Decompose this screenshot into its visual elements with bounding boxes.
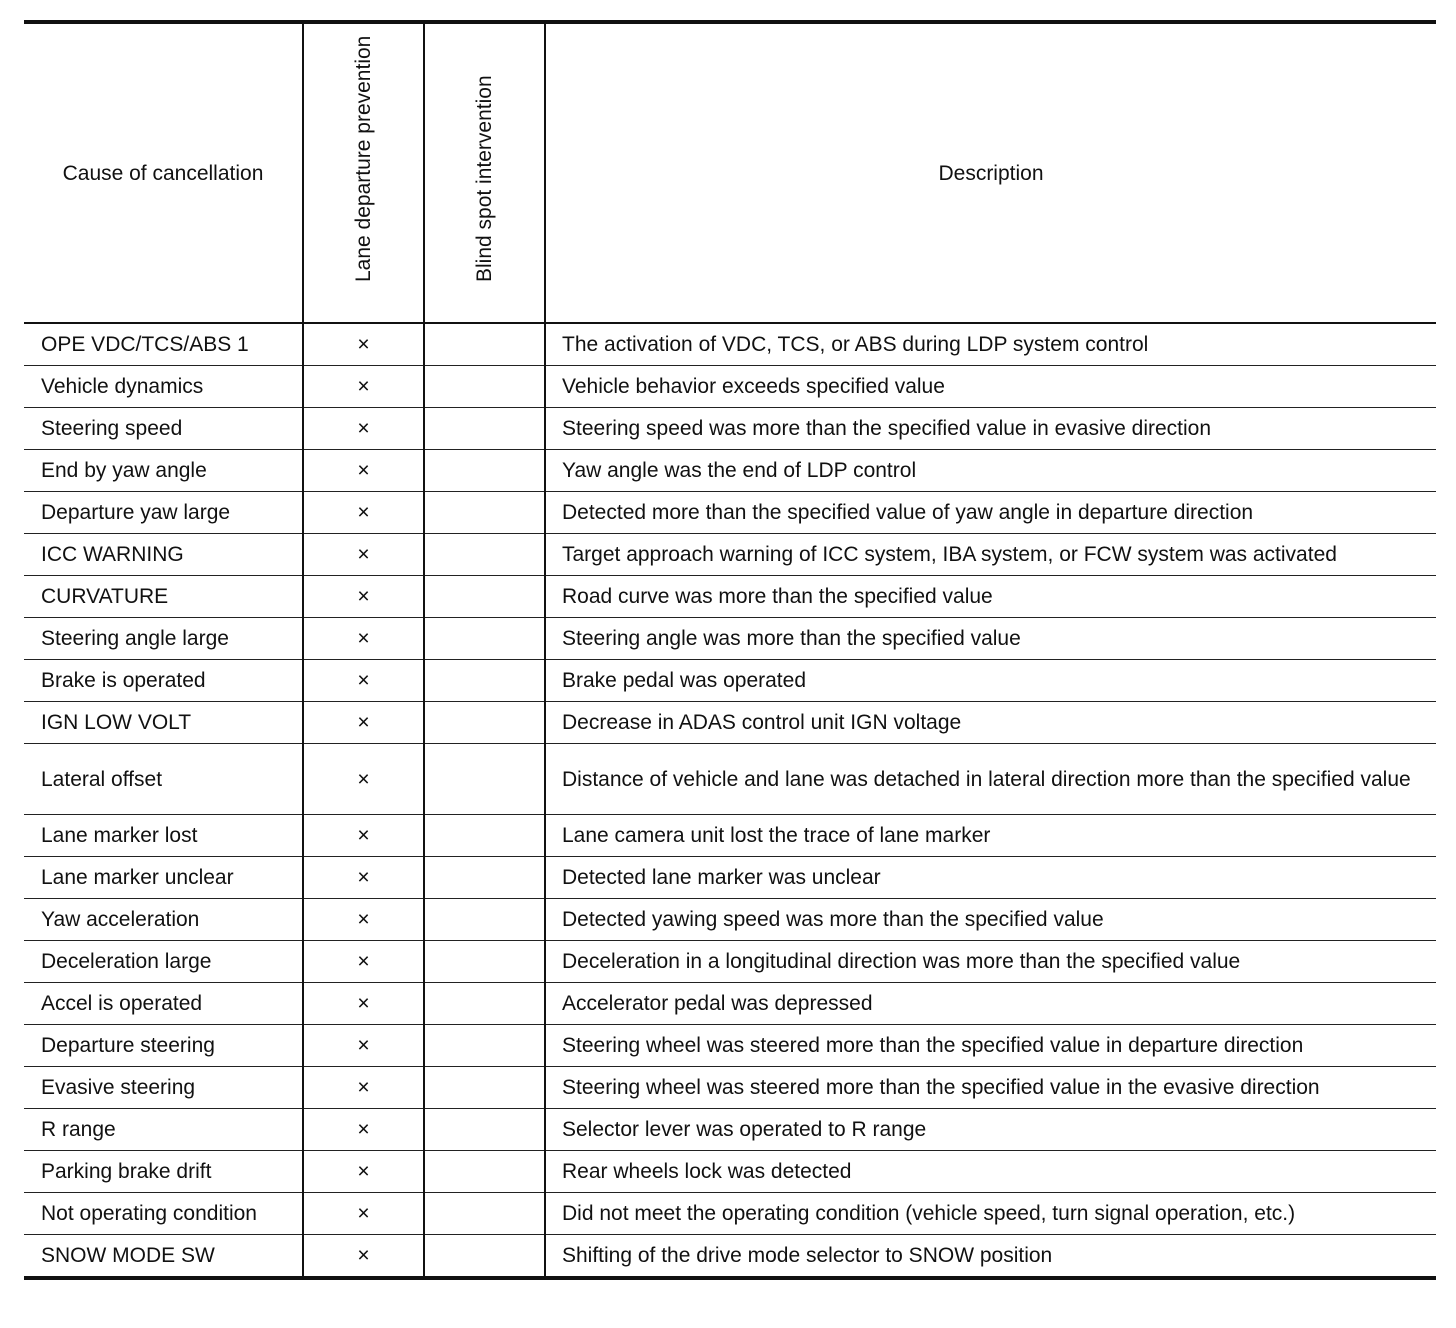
table-row — [24, 534, 1436, 576]
description-cell: Detected lane marker was unclear — [545, 857, 1436, 899]
bsi-cell — [424, 1109, 545, 1151]
bsi-cell — [424, 660, 545, 702]
description-cell: Detected more than the specified value of yaw angle in departure direction — [545, 492, 1436, 534]
cause-cell: Evasive steering — [24, 1067, 303, 1109]
description-cell: Selector lever was operated to R range — [545, 1109, 1436, 1151]
table-row — [24, 366, 1436, 408]
ldp-mark: × — [303, 576, 424, 618]
bsi-cell — [424, 534, 545, 576]
table-row — [24, 450, 1436, 492]
ldp-mark: × — [303, 1193, 424, 1235]
cause-cell: Departure yaw large — [24, 492, 303, 534]
cause-cell: IGN LOW VOLT — [24, 702, 303, 744]
description-cell: Shifting of the drive mode selector to SNOW position — [545, 1235, 1436, 1279]
description-cell: Decrease in ADAS control unit IGN voltage — [545, 702, 1436, 744]
header-ldp-label: Lane departure prevention — [351, 35, 375, 282]
cause-cell: Parking brake drift — [24, 1151, 303, 1193]
bsi-cell — [424, 1193, 545, 1235]
cause-cell: Departure steering — [24, 1025, 303, 1067]
table-row — [24, 492, 1436, 534]
ldp-mark: × — [303, 702, 424, 744]
ldp-mark: × — [303, 618, 424, 660]
ldp-mark: × — [303, 941, 424, 983]
ldp-mark: × — [303, 1151, 424, 1193]
ldp-mark: × — [303, 1235, 424, 1279]
cause-cell: ICC WARNING — [24, 534, 303, 576]
bsi-cell — [424, 1235, 545, 1279]
cause-cell: SNOW MODE SW — [41, 1244, 215, 1267]
ldp-mark: × — [303, 899, 424, 941]
table-row — [24, 857, 1436, 899]
cause-cell: OPE VDC/TCS/ABS 1 — [24, 323, 303, 366]
header-cause: Cause of cancellation — [24, 22, 303, 323]
cause-cell: Steering angle large — [24, 618, 303, 660]
description-cell: Road curve was more than the specified value — [545, 576, 1436, 618]
header-description: Description — [545, 22, 1436, 323]
table-row — [24, 983, 1436, 1025]
ldp-mark: × — [303, 857, 424, 899]
description-cell: Yaw angle was the end of LDP control — [545, 450, 1436, 492]
ldp-mark: × — [303, 744, 424, 815]
description-cell: The activation of VDC, TCS, or ABS during LDP system control — [545, 323, 1436, 366]
bsi-cell — [424, 366, 545, 408]
table-row — [24, 323, 1436, 366]
ldp-mark: × — [303, 450, 424, 492]
cause-cell: End by yaw angle — [24, 450, 303, 492]
bsi-cell — [424, 744, 545, 815]
description-cell: Distance of vehicle and lane was detached in lateral direction more than the specified value — [545, 744, 1436, 815]
bsi-cell — [424, 450, 545, 492]
ldp-mark: × — [303, 1109, 424, 1151]
description-cell: Did not meet the operating condition (vehicle speed, turn signal operation, etc.) — [545, 1193, 1436, 1235]
header-bsi — [424, 22, 545, 323]
table-row — [24, 1109, 1436, 1151]
table-body — [24, 323, 1436, 1278]
ldp-mark: × — [303, 983, 424, 1025]
ldp-mark: × — [303, 408, 424, 450]
bsi-cell — [424, 618, 545, 660]
cause-cell: Lane marker lost — [24, 815, 303, 857]
cause-cell: Brake is operated — [24, 660, 303, 702]
table-row — [24, 576, 1436, 618]
table-row — [24, 815, 1436, 857]
table-row — [24, 941, 1436, 983]
ldp-mark: × — [303, 323, 424, 366]
table-row — [24, 1193, 1436, 1235]
cause-cell: Vehicle dynamics — [24, 366, 303, 408]
description-cell: Steering wheel was steered more than the specified value in the evasive direction — [545, 1067, 1436, 1109]
description-cell: Steering angle was more than the specified value — [545, 618, 1436, 660]
description-cell: Target approach warning of ICC system, IBA system, or FCW system was activated — [545, 534, 1436, 576]
description-cell: Steering wheel was steered more than the specified value in departure direction — [545, 1025, 1436, 1067]
bsi-cell — [424, 492, 545, 534]
cause-cell: Steering speed — [24, 408, 303, 450]
ldp-mark: × — [303, 1025, 424, 1067]
table-row — [24, 1151, 1436, 1193]
table-row — [24, 744, 1436, 815]
cause-cell: R range — [24, 1109, 303, 1151]
cause-cell: Lane marker unclear — [24, 857, 303, 899]
cause-cell: Not operating condition — [24, 1193, 303, 1235]
bsi-cell — [424, 1151, 545, 1193]
bsi-cell — [424, 1025, 545, 1067]
bsi-cell — [424, 899, 545, 941]
ldp-mark: × — [303, 1067, 424, 1109]
bsi-cell — [424, 815, 545, 857]
bsi-cell — [424, 576, 545, 618]
table-row — [24, 1025, 1436, 1067]
table-row — [24, 702, 1436, 744]
cause-cell: Deceleration large — [24, 941, 303, 983]
description-cell: Lane camera unit lost the trace of lane marker — [545, 815, 1436, 857]
table-row — [24, 660, 1436, 702]
ldp-mark: × — [303, 366, 424, 408]
bsi-cell — [424, 857, 545, 899]
description-cell: Brake pedal was operated — [545, 660, 1436, 702]
table-row — [24, 618, 1436, 660]
bsi-cell — [424, 941, 545, 983]
description-cell: Deceleration in a longitudinal direction was more than the specified value — [545, 941, 1436, 983]
description-cell: Vehicle behavior exceeds specified value — [545, 366, 1436, 408]
bsi-cell — [424, 983, 545, 1025]
cause-cell: Yaw acceleration — [24, 899, 303, 941]
bsi-cell — [424, 1067, 545, 1109]
bsi-cell — [424, 323, 545, 366]
bsi-cell — [424, 408, 545, 450]
description-cell: Steering speed was more than the specified value in evasive direction — [545, 408, 1436, 450]
header-row — [24, 22, 1436, 323]
ldp-mark: × — [303, 492, 424, 534]
cause-cell: Accel is operated — [24, 983, 303, 1025]
table-row — [24, 1067, 1436, 1109]
description-cell: Rear wheels lock was detected — [545, 1151, 1436, 1193]
ldp-mark: × — [303, 660, 424, 702]
description-cell: Accelerator pedal was depressed — [545, 983, 1436, 1025]
table-row — [24, 408, 1436, 450]
header-ldp — [303, 22, 424, 323]
description-cell: Detected yawing speed was more than the specified value — [545, 899, 1436, 941]
cause-cell: Lateral offset — [24, 744, 303, 815]
table-row — [24, 1235, 1436, 1279]
cancellation-table — [24, 20, 1436, 1280]
ldp-mark: × — [303, 815, 424, 857]
header-bsi-label: Blind spot intervention — [472, 75, 496, 282]
cause-cell: CURVATURE — [24, 576, 303, 618]
ldp-mark: × — [303, 534, 424, 576]
table-row — [24, 899, 1436, 941]
bsi-cell — [424, 702, 545, 744]
